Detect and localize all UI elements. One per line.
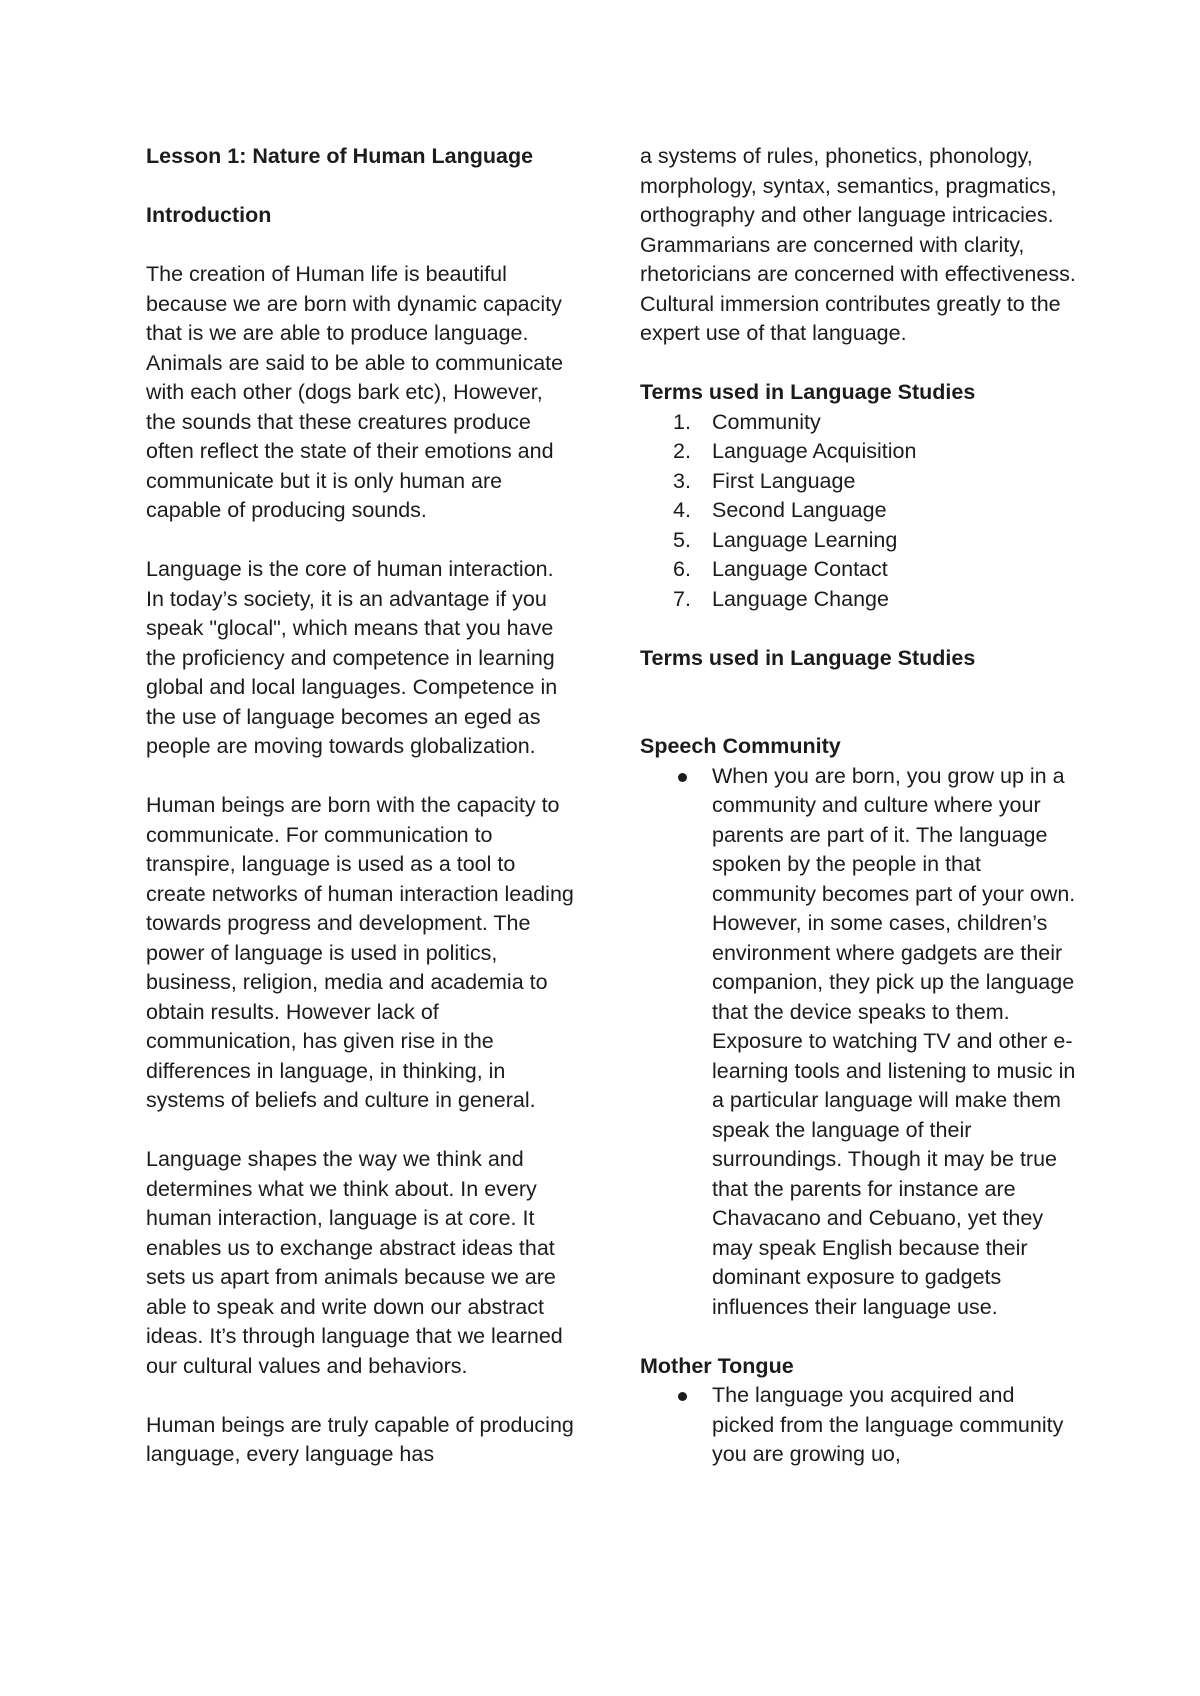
- mother-tongue-text: The language you acquired and picked from the language community you are growing uo,: [712, 1383, 1064, 1466]
- lesson-title: Lesson 1: Nature of Human Language: [146, 144, 534, 168]
- mother-tongue-list: [640, 1381, 1080, 1470]
- list-item-label: Language Learning: [712, 527, 898, 552]
- list-item-number: 3.: [673, 468, 691, 493]
- list-item-number: 1.: [673, 409, 691, 434]
- list-item: [640, 467, 1080, 497]
- list-item-number: 2.: [673, 439, 691, 463]
- list-item: [640, 555, 1080, 585]
- bullet-dot-icon: [678, 773, 687, 782]
- intro-paragraph-4: Language shapes the way we think and determines what we think about. In every human interaction, language is at core. It enables us to exchange abstract ideas that sets us apart from animals because we are able to speak and write down our abstract ideas. It’s through language that we learned our cultural values and behaviors.: [146, 1147, 563, 1378]
- list-item-number: 6.: [673, 557, 691, 581]
- list-item-label: Language Acquisition: [712, 439, 917, 463]
- blank-line: [640, 703, 1080, 733]
- list-item: [640, 762, 1080, 1323]
- intro-paragraph-2: Language is the core of human interaction. In today’s society, it is an advantage if you speak "glocal", which means that you have the proficiency and competence in learning global and local languages. Competence in the use of language becomes an eged as people are moving towards globalization.: [146, 557, 558, 758]
- list-item: [640, 496, 1080, 526]
- list-item-label: Second Language: [712, 498, 887, 522]
- speech-community-heading: Speech Community: [640, 734, 841, 758]
- terms-heading-secondary: Terms used in Language Studies: [640, 645, 976, 670]
- list-item-label: Community: [712, 409, 821, 434]
- terms-list: [640, 408, 1080, 615]
- intro-paragraph-3: Human beings are born with the capacity to communicate. For communication to transpire, language is used as a tool to create networks of human interaction leading towards progress and development. The power of language is used in politics, business, religion, media and academia to obtain results. However lack of communication, has given rise in the differences in language, in thinking, in systems of beliefs and culture in general.: [146, 793, 574, 1112]
- introduction-heading: Introduction: [146, 203, 272, 227]
- right-column: [640, 142, 1080, 1499]
- speech-community-text: When you are born, you grow up in a community and culture where your parents are part of it. The language spoken by the people in that community becomes part of your own. However, in some cases, children’s environment where gadgets are their companion, they pick up the language that the device speaks to them. Exposure to watching TV and other e-learning tools and listening to music in a particular language will make them speak the language of their surroundings. Though it may be true that the parents for instance are Chavacano and Cebuano, yet they may speak English because their dominant exposure to gadgets influences their language use.: [712, 763, 1076, 1319]
- left-column: [146, 142, 576, 1499]
- mother-tongue-heading: Mother Tongue: [640, 1353, 794, 1378]
- list-item: [640, 437, 1080, 467]
- list-item: [640, 408, 1080, 438]
- list-item-label: First Language: [712, 468, 856, 493]
- intro-paragraph-1: The creation of Human life is beautiful because we are born with dynamic capacity that is we are able to produce language. Animals are said to be able to communicate with each other (dogs bark etc), However, the sounds that these creatures produce often reflect the state of their emotions and communicate but it is only human are capable of producing sounds.: [146, 262, 564, 522]
- list-item-number: 7.: [673, 586, 691, 611]
- list-item: [640, 1381, 1080, 1470]
- continuation-paragraph: a systems of rules, phonetics, phonology, morphology, syntax, semantics, pragmatics, orthography and other language intricacies. Grammarians are concerned with clarity, rhetoricians are concerned with effectiveness. Cultural immersion contributes greatly to the expert use of that language.: [640, 144, 1076, 345]
- bullet-dot-icon: [678, 1392, 687, 1401]
- list-item: [640, 526, 1080, 556]
- intro-paragraph-5: Human beings are truly capable of producing language, every language has: [146, 1412, 574, 1466]
- list-item-label: Language Contact: [712, 557, 888, 581]
- list-item: [640, 585, 1080, 615]
- speech-community-list: [640, 762, 1080, 1323]
- list-item-number: 4.: [673, 498, 691, 522]
- list-item-label: Language Change: [712, 586, 889, 611]
- list-item-number: 5.: [673, 527, 691, 552]
- terms-heading: Terms used in Language Studies: [640, 380, 976, 404]
